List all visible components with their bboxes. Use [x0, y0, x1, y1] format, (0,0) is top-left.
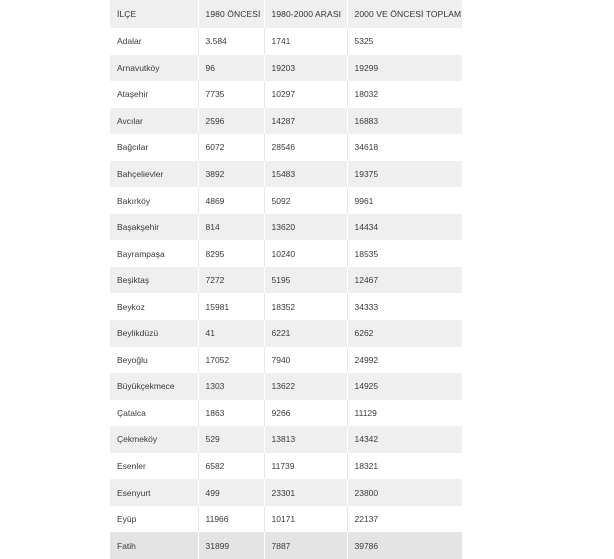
cell-total-2000: 34333	[354, 301, 379, 312]
table-row	[110, 55, 462, 82]
cell-district: Fatih	[110, 532, 198, 559]
table-row	[110, 187, 462, 214]
cell-1980-2000: 15483	[264, 161, 347, 188]
cell-district: Beşiktaş	[110, 267, 198, 294]
table-header-row	[110, 0, 462, 28]
cell-before-1980: 2596	[198, 108, 264, 135]
cell-total-2000: 23800	[354, 487, 379, 498]
cell-before-1980: 3892	[198, 161, 264, 188]
table-row	[110, 240, 462, 267]
cell-before-1980: 7735	[198, 81, 264, 108]
cell-district: Büyükçekmece	[110, 373, 198, 400]
cell-1980-2000: 7887	[264, 532, 347, 559]
cell-1980-2000: 1741	[264, 28, 347, 55]
table-body	[110, 28, 462, 559]
cell-total-2000: 18321	[354, 461, 379, 472]
table-row	[110, 267, 462, 294]
table-row	[110, 134, 462, 161]
cell-district: Esenyurt	[110, 479, 198, 506]
header-before-1980: 1980 ÖNCESİ	[198, 0, 264, 28]
cell-district: Esenler	[110, 453, 198, 480]
table-row	[110, 28, 462, 55]
data-table-container	[110, 0, 462, 559]
cell-before-1980: 7272	[198, 267, 264, 294]
cell-district: Bağcılar	[110, 134, 198, 161]
table-row	[110, 479, 462, 506]
cell-1980-2000: 5195	[264, 267, 347, 294]
cell-1980-2000: 5092	[264, 187, 347, 214]
table-row	[110, 453, 462, 480]
cell-1980-2000: 9266	[264, 400, 347, 427]
cell-total-2000: 22137	[354, 514, 379, 525]
cell-district: Eyüp	[110, 506, 198, 533]
cell-district: Bayrampaşa	[110, 240, 198, 267]
cell-before-1980: 96	[198, 55, 264, 82]
header-total-2000: 2000 VE ÖNCESİ TOPLAM	[354, 9, 462, 19]
cell-before-1980: 31899	[198, 532, 264, 559]
cell-district: Arnavutköy	[110, 55, 198, 82]
cell-total-2000: 5325	[354, 36, 374, 47]
cell-1980-2000: 6221	[264, 320, 347, 347]
cell-district: Başakşehir	[110, 214, 198, 241]
cell-before-1980: 17052	[198, 347, 264, 374]
cell-1980-2000: 10297	[264, 81, 347, 108]
table-row	[110, 293, 462, 320]
cell-1980-2000: 10240	[264, 240, 347, 267]
cell-before-1980: 529	[198, 426, 264, 453]
cell-total-2000: 6262	[354, 328, 374, 339]
cell-before-1980: 8295	[198, 240, 264, 267]
cell-district: Beykoz	[110, 293, 198, 320]
cell-total-2000: 12467	[354, 275, 379, 286]
cell-before-1980: 814	[198, 214, 264, 241]
cell-before-1980: 15981	[198, 293, 264, 320]
cell-total-2000: 18535	[354, 248, 379, 259]
cell-before-1980: 4869	[198, 187, 264, 214]
table-row	[110, 108, 462, 135]
table-row	[110, 506, 462, 533]
cell-1980-2000: 11739	[264, 453, 347, 480]
cell-total-2000: 18032	[354, 89, 379, 100]
table-row	[110, 161, 462, 188]
cell-district: Çatalca	[110, 400, 198, 427]
cell-1980-2000: 13813	[264, 426, 347, 453]
cell-1980-2000: 28546	[264, 134, 347, 161]
cell-district: Adalar	[110, 28, 198, 55]
cell-total-2000: 14434	[354, 222, 379, 233]
cell-before-1980: 6582	[198, 453, 264, 480]
cell-before-1980: 499	[198, 479, 264, 506]
header-1980-2000: 1980-2000 ARASI	[264, 0, 347, 28]
table-row	[110, 400, 462, 427]
district-building-table	[110, 0, 462, 559]
cell-before-1980: 11966	[198, 506, 264, 533]
cell-before-1980: 41	[198, 320, 264, 347]
cell-before-1980: 3.584	[198, 28, 264, 55]
table-row	[110, 81, 462, 108]
cell-total-2000: 19375	[354, 169, 379, 179]
cell-1980-2000: 23301	[264, 479, 347, 506]
table-row	[110, 347, 462, 374]
cell-district: Ataşehir	[110, 81, 198, 108]
cell-district: Beyoğlu	[110, 347, 198, 374]
cell-1980-2000: 13622	[264, 373, 347, 400]
table-row	[110, 214, 462, 241]
table-row	[110, 320, 462, 347]
cell-total-2000: 39786	[354, 540, 379, 551]
cell-1980-2000: 7940	[264, 347, 347, 374]
cell-total-2000: 9961	[354, 195, 374, 206]
cell-total-2000: 14925	[354, 381, 379, 392]
cell-1980-2000: 14287	[264, 108, 347, 135]
cell-before-1980: 1863	[198, 400, 264, 427]
cell-total-2000: 14342	[354, 434, 379, 445]
cell-1980-2000: 19203	[264, 55, 347, 82]
cell-total-2000: 34618	[354, 142, 379, 153]
cell-total-2000: 24992	[354, 354, 379, 365]
cell-district: Çekmeköy	[110, 426, 198, 453]
cell-district: Beylikdüzü	[110, 320, 198, 347]
cell-1980-2000: 18352	[264, 293, 347, 320]
cell-district: Bakırköy	[110, 187, 198, 214]
cell-district: Bahçelievler	[110, 161, 198, 188]
table-row	[110, 373, 462, 400]
cell-1980-2000: 13620	[264, 214, 347, 241]
cell-total-2000: 11129	[354, 407, 377, 418]
table-row	[110, 426, 462, 453]
header-district: İLÇE	[110, 0, 198, 28]
cell-total-2000: 16883	[354, 115, 379, 126]
cell-total-2000: 19299	[354, 62, 379, 73]
cell-district: Avcılar	[110, 108, 198, 135]
cell-before-1980: 6072	[198, 134, 264, 161]
cell-1980-2000: 10171	[264, 506, 347, 533]
cell-before-1980: 1303	[198, 373, 264, 400]
